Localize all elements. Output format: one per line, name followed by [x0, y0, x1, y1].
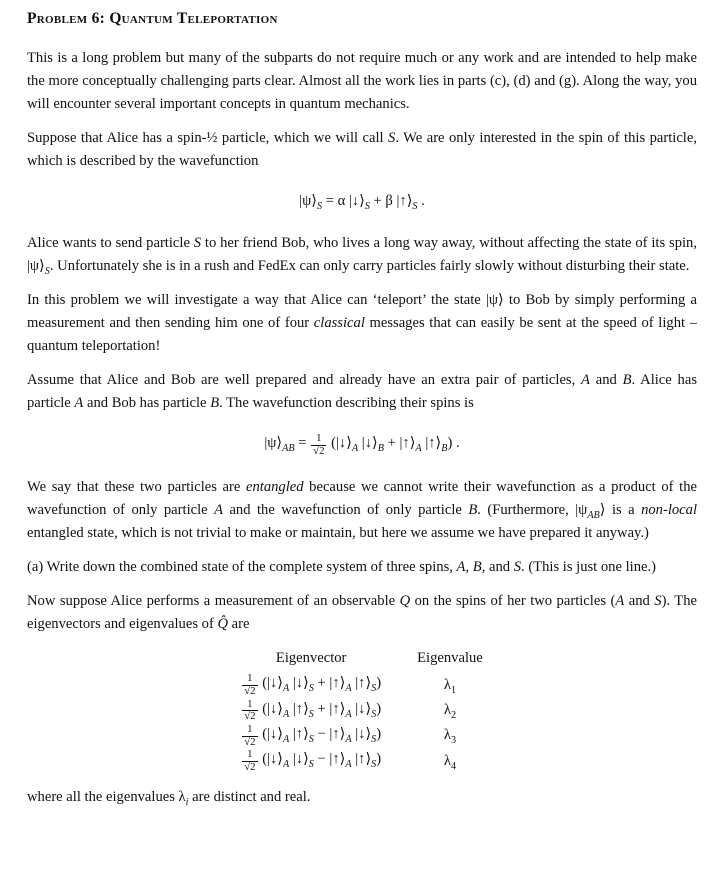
eigenvalue-header: Eigenvalue [417, 650, 483, 667]
eigenvalue-cell: $\lambda_3$ [443, 727, 457, 747]
eigenvector-header: Eigenvector [275, 650, 347, 667]
fraction-numerator: 1 [316, 432, 322, 445]
paragraph-teleport: In this problem we will investigate a way that Alice can ‘teleport’ the state |ψ⟩ to Bob by simply performing a measurement and then sending him one of four classical messages that can easily be sent at the speed of light – quantum teleportation! [27, 292, 697, 354]
eigen-row-2 [223, 698, 501, 723]
fraction-numerator: 1 [247, 723, 253, 736]
eigenvalue-cell: $\lambda_1$ [443, 676, 457, 696]
fraction-numerator: 1 [247, 672, 253, 685]
equation-bell-lhs: $|\psi⟩_{AB}$ = [264, 435, 307, 454]
eigenvector-expression: ($|↓⟩_A$ $|↓⟩_S$ − $|↑⟩_A$ $|↑⟩_S$) [262, 751, 382, 771]
equation-bell-rhs: ($|↓⟩_A$ $|↓⟩_B$ + $|↑⟩_A$ $|↑⟩_B$) . [331, 435, 460, 454]
eigenvector-cell [223, 748, 399, 773]
fraction-1-over-sqrt2 [242, 699, 257, 723]
eigenvalue-cell: $\lambda_4$ [443, 752, 457, 772]
paragraph-fedex: Alice wants to send particle S to her friend Bob, who lives a long way away, without affecting the state of its spin, $|\psi⟩_S$. Unfortunately she is in a rush and FedEx can only carry particles fairly slowly without disturbing their state. [27, 235, 697, 277]
fraction-1-over-sqrt2 [242, 724, 257, 748]
equation-spin-state-text: $|\psi⟩_S = \alpha$ $|↓⟩_S + \beta$ $|↑⟩_S$ . [299, 193, 425, 212]
equation-bell-state [27, 432, 697, 457]
fraction-denominator: √2 [244, 735, 256, 748]
equation-spin-state [27, 190, 697, 213]
eigen-row-3 [223, 723, 501, 748]
paragraph-pair: Assume that Alice and Bob are well prepared and already have an extra pair of particles, A and B. Alice has particle A and Bob has particle B. The wavefunction describing their spins is [27, 372, 697, 411]
paragraph-entangled: We say that these two particles are entangled because we cannot write their wavefunction as a product of the wavefunction of only particle A and the wavefunction of only particle B. (Furthermore, $|\psi_{AB}⟩$ is a non-local entangled state, which is not trivial to make or maintain, but here we assume we have prepared it anyway.) [27, 479, 697, 542]
fraction-1-over-sqrt2 [242, 673, 257, 697]
eigen-row-4 [223, 748, 501, 773]
eigenvector-cell [223, 698, 399, 723]
fraction-1-over-sqrt2 [311, 433, 326, 457]
fraction-1-over-sqrt2 [242, 749, 257, 773]
fraction-denominator: √2 [244, 761, 256, 774]
fraction-denominator: √2 [313, 444, 325, 457]
eigenvector-expression: ($|↓⟩_A$ $|↓⟩_S$ + $|↑⟩_A$ $|↑⟩_S$) [262, 675, 382, 695]
eigenvalue-cell: $\lambda_2$ [443, 701, 457, 721]
eigenvector-cell [223, 672, 399, 697]
fraction-denominator: √2 [244, 685, 256, 698]
eigenvector-expression: ($|↓⟩_A$ $|↑⟩_S$ − $|↑⟩_A$ $|↓⟩_S$) [262, 726, 382, 745]
part-a-question: (a) Write down the combined state of the complete system of three spins, A, B, and S. (This is just one line.) [27, 559, 656, 576]
problem-title: Problem 6: Quantum Teleportation [27, 10, 278, 27]
closing-note: where all the eigenvalues $\lambda_i$ are distinct and real. [27, 788, 311, 808]
paragraph-measurement: Now suppose Alice performs a measurement of an observable Q on the spins of her two particles (A and S). The eigenvectors and eigenvalues of Q̂ are [27, 593, 697, 633]
fraction-numerator: 1 [247, 697, 253, 710]
eigen-table [223, 647, 501, 773]
paragraph-intro: This is a long problem but many of the subparts do not require much or any work and are intended to help make the more conceptually challenging parts clear. Almost all the work lies in parts (c), (d) and (g). Along the way, you will encounter several important concepts in quantum mechanics. [27, 50, 697, 112]
eigenvector-cell [223, 723, 399, 748]
eigen-row-1 [223, 672, 501, 697]
fraction-denominator: √2 [244, 710, 256, 723]
fraction-numerator: 1 [247, 748, 253, 761]
eigen-table-header-row [223, 647, 501, 672]
paragraph-setup: Suppose that Alice has a spin-½ particle, which we will call S. We are only interested in the spin of this particle, which is described by the wavefunction [27, 130, 697, 169]
eigenvector-expression: ($|↓⟩_A$ $|↑⟩_S$ + $|↑⟩_A$ $|↓⟩_S$) [262, 700, 382, 720]
